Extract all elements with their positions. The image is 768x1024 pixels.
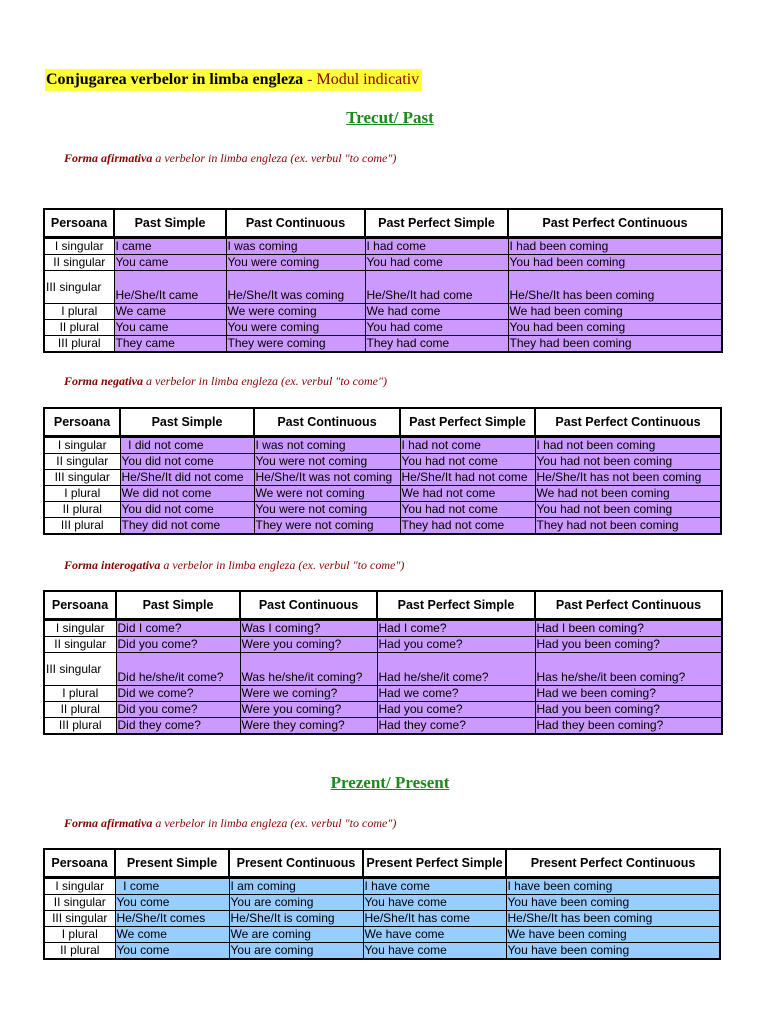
- conjugation-cell: You come: [115, 895, 229, 911]
- header-row: [44, 591, 722, 620]
- conjugation-cell: You have come: [363, 895, 506, 911]
- conjugation-cell: We had been coming: [508, 304, 722, 320]
- table-row: [44, 454, 721, 470]
- conjugation-cell: They had not come: [400, 518, 535, 535]
- conjugation-cell: We came: [114, 304, 226, 320]
- table-row: [44, 911, 720, 927]
- conjugation-cell: You had not come: [400, 454, 535, 470]
- conjugation-cell: You were coming: [226, 320, 365, 336]
- person-cell: I plural: [44, 686, 116, 702]
- caption-bold: Forma interogativa: [64, 558, 161, 572]
- conjugation-cell: We are coming: [229, 927, 363, 943]
- caption-past-interrogative: [64, 558, 404, 573]
- conjugation-cell: You are coming: [229, 895, 363, 911]
- column-header: Persoana: [44, 849, 115, 878]
- table-row: [44, 620, 722, 637]
- conjugation-cell: Did you come?: [116, 637, 240, 653]
- person-cell: I singular: [44, 620, 116, 637]
- conjugation-cell: You are coming: [229, 943, 363, 960]
- conjugation-cell: You had not been coming: [535, 454, 721, 470]
- conjugation-cell: You were coming: [226, 255, 365, 271]
- column-header: Persoana: [44, 209, 114, 238]
- header-row: [44, 408, 721, 437]
- table-row: [44, 702, 722, 718]
- conjugation-cell: We were not coming: [254, 486, 400, 502]
- conjugation-cell: He/She/It was coming: [226, 271, 365, 304]
- column-header: Present Perfect Continuous: [506, 849, 720, 878]
- conjugation-cell: We have been coming: [506, 927, 720, 943]
- conjugation-cell: Was he/she/it coming?: [240, 653, 377, 686]
- caption-past-affirmative: [64, 151, 396, 166]
- person-cell: III singular: [44, 271, 114, 304]
- conjugation-cell: Had you been coming?: [535, 702, 722, 718]
- column-header: Past Perfect Simple: [377, 591, 535, 620]
- conjugation-cell: We had not been coming: [535, 486, 721, 502]
- column-header: Past Continuous: [254, 408, 400, 437]
- conjugation-cell: Did you come?: [116, 702, 240, 718]
- caption-past-negative: [64, 374, 387, 389]
- conjugation-cell: He/She/It has not been coming: [535, 470, 721, 486]
- person-cell: I plural: [44, 927, 115, 943]
- conjugation-cell: They were coming: [226, 336, 365, 353]
- caption-bold: Forma afirmativa: [64, 151, 153, 165]
- header-row: [44, 849, 720, 878]
- column-header: Past Simple: [116, 591, 240, 620]
- conjugation-cell: I had not been coming: [535, 437, 721, 454]
- person-cell: II plural: [44, 320, 114, 336]
- conjugation-cell: They had been coming: [508, 336, 722, 353]
- conjugation-cell: Had you been coming?: [535, 637, 722, 653]
- conjugation-cell: Had we been coming?: [535, 686, 722, 702]
- conjugation-cell: Had I come?: [377, 620, 535, 637]
- table-row: [44, 878, 720, 895]
- caption-rest: a verbelor in limba engleza (ex. verbul "to come"): [143, 374, 388, 388]
- conjugation-cell: Were you coming?: [240, 702, 377, 718]
- table-row: [44, 637, 722, 653]
- conjugation-cell: You come: [115, 943, 229, 960]
- table-row: [44, 943, 720, 960]
- column-header: Past Continuous: [226, 209, 365, 238]
- table-past-affirmative: [43, 208, 723, 353]
- person-cell: III plural: [44, 718, 116, 735]
- caption-present-affirmative: [64, 816, 396, 831]
- person-cell: III singular: [44, 470, 120, 486]
- conjugation-cell: Was I coming?: [240, 620, 377, 637]
- conjugation-cell: He/She/It is coming: [229, 911, 363, 927]
- conjugation-cell: You have come: [363, 943, 506, 960]
- conjugation-cell: You did not come: [120, 502, 254, 518]
- conjugation-cell: Did he/she/it come?: [116, 653, 240, 686]
- person-cell: II singular: [44, 637, 116, 653]
- conjugation-cell: They did not come: [120, 518, 254, 535]
- conjugation-cell: You had been coming: [508, 255, 722, 271]
- conjugation-cell: He/She/It came: [114, 271, 226, 304]
- person-cell: II plural: [44, 502, 120, 518]
- table-row: [44, 255, 722, 271]
- conjugation-cell: You had been coming: [508, 320, 722, 336]
- table-row: [44, 238, 722, 255]
- conjugation-cell: You were not coming: [254, 454, 400, 470]
- column-header: Past Simple: [114, 209, 226, 238]
- person-cell: I singular: [44, 437, 120, 454]
- table-past-negative: [43, 407, 722, 535]
- conjugation-cell: Had we come?: [377, 686, 535, 702]
- conjugation-cell: He/She/It had come: [365, 271, 508, 304]
- conjugation-cell: Did we come?: [116, 686, 240, 702]
- column-header: Past Perfect Simple: [365, 209, 508, 238]
- person-cell: III plural: [44, 336, 114, 353]
- header-row: [44, 209, 722, 238]
- person-cell: I plural: [44, 486, 120, 502]
- person-cell: II singular: [44, 454, 120, 470]
- column-header: Past Simple: [120, 408, 254, 437]
- column-header: Past Perfect Continuous: [535, 408, 721, 437]
- table-row: [44, 486, 721, 502]
- table-row: [44, 895, 720, 911]
- caption-rest: a verbelor in limba engleza (ex. verbul "to come"): [152, 151, 397, 165]
- conjugation-cell: Did I come?: [116, 620, 240, 637]
- conjugation-cell: I am coming: [229, 878, 363, 895]
- person-cell: I singular: [44, 878, 115, 895]
- conjugation-cell: He/She/It had not come: [400, 470, 535, 486]
- table-row: [44, 502, 721, 518]
- conjugation-cell: He/She/It has come: [363, 911, 506, 927]
- conjugation-cell: We had come: [365, 304, 508, 320]
- person-cell: III singular: [44, 653, 116, 686]
- table-row: [44, 336, 722, 353]
- table-present-affirmative: [43, 848, 721, 960]
- table-row: [44, 320, 722, 336]
- column-header: Persoana: [44, 591, 116, 620]
- conjugation-cell: I had come: [365, 238, 508, 255]
- conjugation-cell: He/She/It comes: [115, 911, 229, 927]
- table-row: [44, 437, 721, 454]
- column-header: Past Continuous: [240, 591, 377, 620]
- table-past-interrogative: [43, 590, 723, 735]
- person-cell: I plural: [44, 304, 114, 320]
- table-row: [44, 653, 722, 686]
- conjugation-cell: They had come: [365, 336, 508, 353]
- caption-bold: Forma negativa: [64, 374, 144, 388]
- conjugation-cell: I had been coming: [508, 238, 722, 255]
- title-main: Conjugarea verbelor in limba engleza: [46, 71, 304, 88]
- conjugation-cell: He/She/It did not come: [120, 470, 254, 486]
- conjugation-cell: We come: [115, 927, 229, 943]
- person-cell: II singular: [44, 255, 114, 271]
- table-row: [44, 927, 720, 943]
- table-row: [44, 718, 722, 735]
- conjugation-cell: You had not been coming: [535, 502, 721, 518]
- table-row: [44, 271, 722, 304]
- conjugation-cell: Had he/she/it come?: [377, 653, 535, 686]
- conjugation-cell: We had not come: [400, 486, 535, 502]
- title-subtitle: Modul indicativ: [316, 71, 420, 88]
- column-header: Past Perfect Continuous: [508, 209, 722, 238]
- conjugation-cell: They were not coming: [254, 518, 400, 535]
- conjugation-cell: He/She/It has been coming: [506, 911, 720, 927]
- conjugation-cell: They came: [114, 336, 226, 353]
- section-heading-past: Trecut/ Past: [346, 108, 434, 127]
- conjugation-cell: I was not coming: [254, 437, 400, 454]
- conjugation-cell: You have been coming: [506, 895, 720, 911]
- conjugation-cell: They had not been coming: [535, 518, 721, 535]
- conjugation-cell: He/She/It was not coming: [254, 470, 400, 486]
- table-row: [44, 518, 721, 535]
- table-row: [44, 686, 722, 702]
- conjugation-cell: Had you come?: [377, 702, 535, 718]
- conjugation-cell: You did not come: [120, 454, 254, 470]
- conjugation-cell: Has he/she/it been coming?: [535, 653, 722, 686]
- conjugation-cell: You came: [114, 255, 226, 271]
- column-header: Past Perfect Simple: [400, 408, 535, 437]
- conjugation-cell: He/She/It has been coming: [508, 271, 722, 304]
- conjugation-cell: I came: [114, 238, 226, 255]
- person-cell: III singular: [44, 911, 115, 927]
- conjugation-cell: You had not come: [400, 502, 535, 518]
- conjugation-cell: You were not coming: [254, 502, 400, 518]
- conjugation-cell: Had you come?: [377, 637, 535, 653]
- person-cell: II plural: [44, 702, 116, 718]
- table-row: [44, 470, 721, 486]
- conjugation-cell: Were they coming?: [240, 718, 377, 735]
- person-cell: III plural: [44, 518, 120, 535]
- document-title: [45, 69, 422, 91]
- column-header: Present Simple: [115, 849, 229, 878]
- person-cell: II plural: [44, 943, 115, 960]
- caption-rest: a verbelor in limba engleza (ex. verbul "to come"): [160, 558, 405, 572]
- title-separator: -: [303, 71, 317, 88]
- column-header: Present Continuous: [229, 849, 363, 878]
- conjugation-cell: You had come: [365, 320, 508, 336]
- caption-rest: a verbelor in limba engleza (ex. verbul "to come"): [152, 816, 397, 830]
- conjugation-cell: I come: [115, 878, 229, 895]
- conjugation-cell: You have been coming: [506, 943, 720, 960]
- conjugation-cell: I was coming: [226, 238, 365, 255]
- conjugation-cell: We have come: [363, 927, 506, 943]
- conjugation-cell: I had not come: [400, 437, 535, 454]
- column-header: Present Perfect Simple: [363, 849, 506, 878]
- conjugation-cell: We did not come: [120, 486, 254, 502]
- conjugation-cell: You came: [114, 320, 226, 336]
- table-row: [44, 304, 722, 320]
- column-header: Past Perfect Continuous: [535, 591, 722, 620]
- column-header: Persoana: [44, 408, 120, 437]
- person-cell: II singular: [44, 895, 115, 911]
- conjugation-cell: I have come: [363, 878, 506, 895]
- conjugation-cell: Had I been coming?: [535, 620, 722, 637]
- conjugation-cell: Had they been coming?: [535, 718, 722, 735]
- caption-bold: Forma afirmativa: [64, 816, 153, 830]
- conjugation-cell: We were coming: [226, 304, 365, 320]
- conjugation-cell: Were you coming?: [240, 637, 377, 653]
- conjugation-cell: Had they come?: [377, 718, 535, 735]
- person-cell: I singular: [44, 238, 114, 255]
- conjugation-cell: You had come: [365, 255, 508, 271]
- conjugation-cell: Did they come?: [116, 718, 240, 735]
- conjugation-cell: I did not come: [120, 437, 254, 454]
- section-heading-present: Prezent/ Present: [330, 773, 450, 792]
- conjugation-cell: I have been coming: [506, 878, 720, 895]
- conjugation-cell: Were we coming?: [240, 686, 377, 702]
